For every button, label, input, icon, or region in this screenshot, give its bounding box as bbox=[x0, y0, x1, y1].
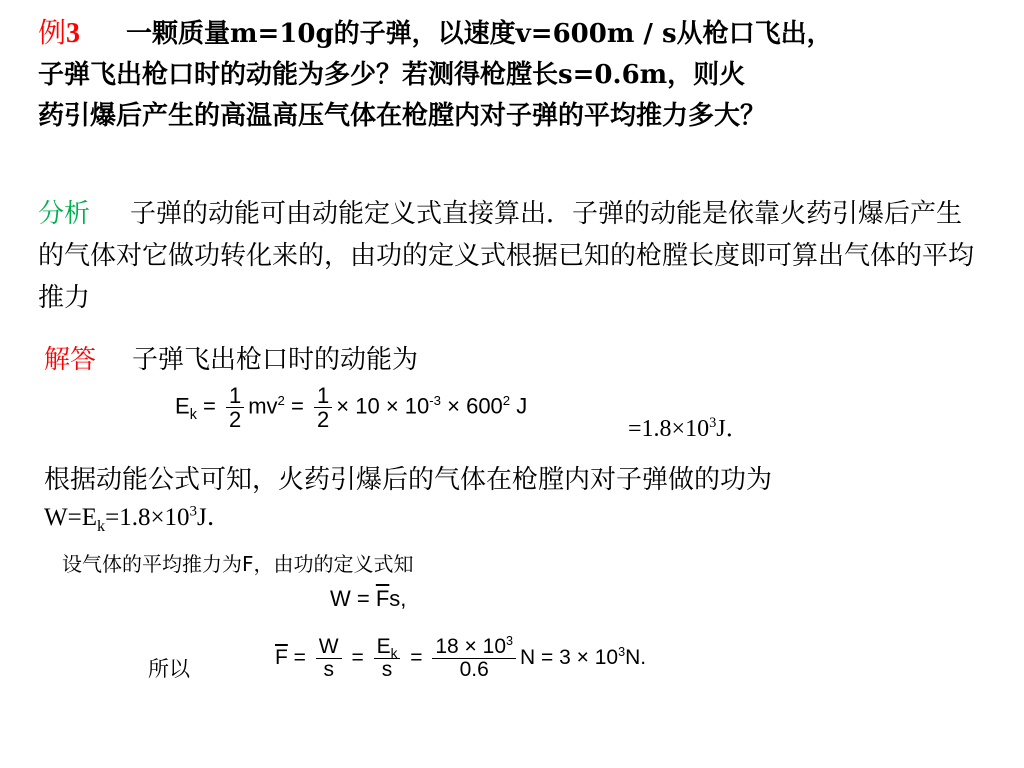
analysis-label: 分析 bbox=[38, 199, 91, 229]
problem-line-3: 药引爆后产生的高温高压气体在枪膛内对子弹的平均推力多大？ bbox=[38, 101, 767, 131]
problem-text-1: 一颗质量m=10g的子弹，以速度v=600m / s从枪口飞出， bbox=[126, 19, 833, 49]
analysis-text: 子弹的动能可由动能定义式直接算出．子弹的动能是依靠火药引爆后产生的气体对它做功转化来的，由功的定义式根据已知的枪膛长度即可算出气体的平均推力 bbox=[38, 199, 975, 313]
solution-label: 解答 bbox=[44, 345, 97, 375]
numeric-fraction: $\frac{18 \times 10^3}{0.6}$ bbox=[432, 636, 516, 681]
half-fraction-2: $\frac{1}{2}$ bbox=[314, 384, 332, 431]
analysis-paragraph bbox=[38, 193, 988, 319]
work-equation: $W=E_k=1.8\times 10^3J$． bbox=[44, 503, 232, 535]
problem-line-2: 子弹飞出枪口时的动能为多少？若测得枪膛长s=0.6m，则火 bbox=[38, 60, 746, 90]
solution-heading bbox=[44, 340, 418, 380]
work-paragraph bbox=[44, 462, 1019, 536]
problem-number: 3 bbox=[66, 18, 81, 49]
w-over-s-fraction: $\frac{W}{s}$ bbox=[316, 636, 342, 681]
problem-label: 例3 bbox=[38, 16, 81, 49]
problem-line-1 bbox=[38, 12, 1013, 55]
problem-statement bbox=[38, 12, 1013, 137]
force-intro: 设气体的平均推力为F，由功的定义式知 bbox=[62, 552, 414, 576]
solution-intro: 子弹飞出枪口时的动能为 bbox=[132, 345, 419, 375]
half-fraction-1: $\frac{1}{2}$ bbox=[226, 384, 244, 431]
ek-over-s-fraction: $\frac{E_k}{s}$ bbox=[374, 636, 401, 681]
kinetic-energy-formula: $E_k$ = $\frac{1}{2}$ $mv^2$ = $\frac{1}{2}$ × $10 \times 10^{-3} \times 600^2$ J bbox=[175, 383, 528, 433]
work-text: 根据动能公式可知，火药引爆后的气体在枪膛内对子弹做的功为 bbox=[44, 465, 773, 495]
work-definition-equation: $W = \overline{F}s$, bbox=[330, 586, 407, 611]
average-force-formula: $\overline{F}$ = $\frac{W}{s}$ = $\frac{E_k}{s}$ = $\frac{18 \times 10^3}{0.6}$ $N = 3 \times 10^3N$. bbox=[275, 634, 647, 682]
therefore-label: 所以 bbox=[148, 657, 190, 681]
kinetic-energy-result: $=1.8\times 10^3J$． bbox=[628, 415, 750, 442]
